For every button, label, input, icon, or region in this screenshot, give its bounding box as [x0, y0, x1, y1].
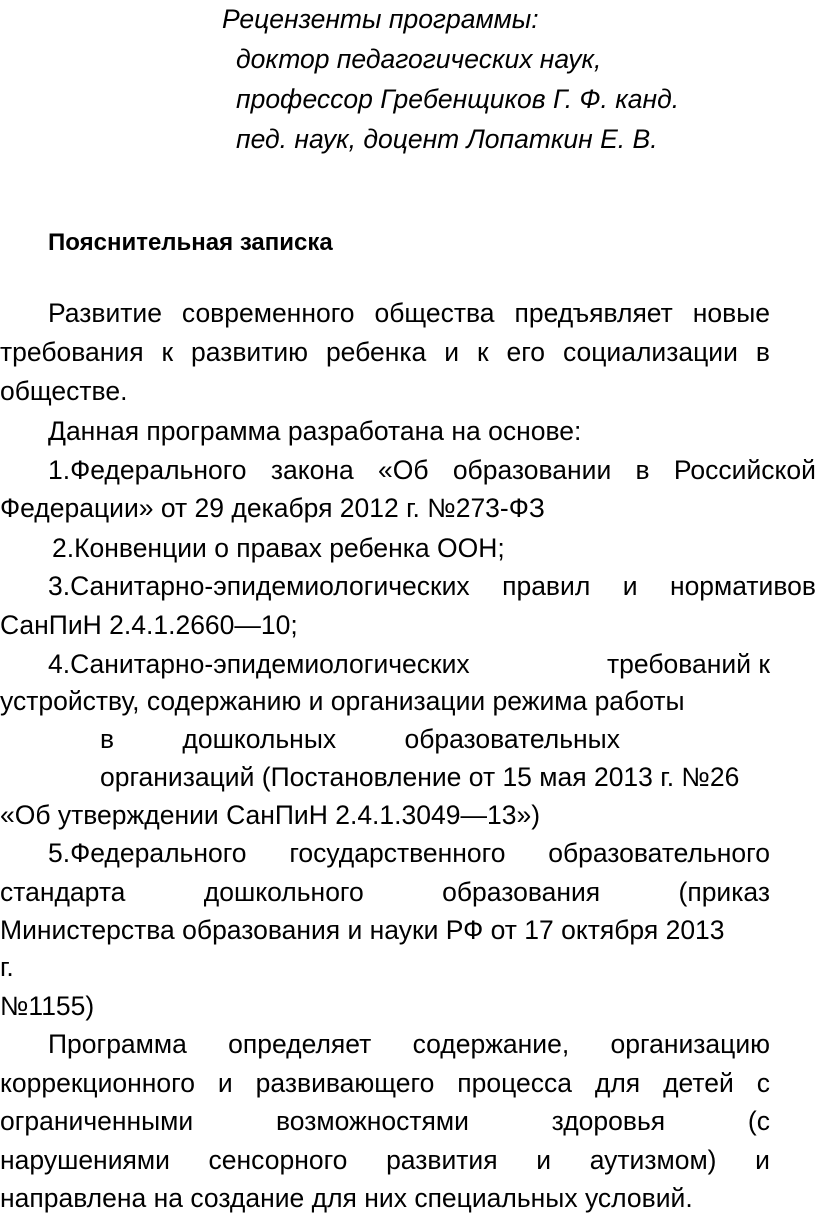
word: предъявляет: [514, 298, 673, 328]
word: 4.Санитарно-эпидемиологических: [48, 649, 470, 679]
item3-line-2: СанПиН 2.4.1.2660—10;: [0, 610, 298, 640]
word: социализации: [562, 337, 738, 367]
word: и: [755, 1145, 770, 1175]
word: правил: [502, 571, 591, 601]
reviewers-title: Рецензенты программы:: [222, 4, 539, 34]
word: стандарта: [0, 877, 126, 907]
item5-line-3: Министерства образования и науки РФ от 17 октября 2013: [0, 915, 725, 945]
word: образовательного: [548, 838, 770, 868]
word: нормативов: [669, 571, 816, 601]
program-line-4: [0, 1141, 770, 1179]
word: и: [444, 337, 460, 367]
program-line-3: [0, 1102, 770, 1140]
word: организацию: [610, 1029, 770, 1059]
item5-line-5: №1155): [0, 991, 95, 1021]
word: содержание,: [412, 1029, 570, 1059]
word: в: [100, 724, 115, 754]
word: 5.Федерального: [48, 838, 247, 868]
word: современного: [181, 298, 355, 328]
word: сенсорного: [208, 1145, 348, 1175]
word: дошкольного: [203, 877, 364, 907]
word: развития: [386, 1145, 498, 1175]
word: государственного: [289, 838, 506, 868]
item3-line-1: [48, 567, 816, 605]
word: в: [755, 337, 770, 367]
word: (приказ: [678, 877, 770, 907]
word: дошкольных: [182, 724, 337, 754]
program-line-5: направлена на создание для них специальных условий.: [0, 1183, 693, 1213]
reviewer-line: доктор педагогических наук,: [236, 44, 602, 74]
word: ограниченными: [0, 1106, 194, 1136]
word: образовательных: [404, 724, 620, 754]
word: (с: [747, 1106, 770, 1136]
word: 3.Санитарно-эпидемиологических: [48, 571, 470, 601]
word: процесса: [457, 1068, 572, 1098]
item2-line: 2.Конвенции о правах ребенка ООН;: [52, 533, 505, 563]
word: детей: [663, 1068, 734, 1098]
word: закона: [270, 455, 354, 485]
intro-line-1: [48, 294, 770, 332]
word: требования: [0, 337, 144, 367]
word: к: [476, 337, 489, 367]
word: аутизмом): [589, 1145, 717, 1175]
item4-line-4: организаций (Постановление от 15 мая 2013 г. №26: [100, 762, 740, 792]
word: развивающего: [255, 1068, 435, 1098]
word: к: [161, 337, 174, 367]
word: образования: [442, 877, 601, 907]
word: возможностями: [275, 1106, 469, 1136]
item5-line-2: [0, 873, 770, 911]
word: требований к: [607, 649, 770, 679]
word: здоровья: [551, 1106, 666, 1136]
word: «Об: [378, 455, 429, 485]
word: Программа: [48, 1029, 187, 1059]
reviewer-line: пед. наук, доцент Лопаткин Е. В.: [236, 124, 658, 154]
item5-line-1: [48, 834, 770, 872]
word: развитию: [190, 337, 309, 367]
section-heading: Пояснительная записка: [48, 229, 333, 256]
item4-line-2: устройству, содержанию и организации режима работы: [0, 686, 685, 716]
intro-line-3: обществе.: [0, 376, 128, 406]
word: коррекционного: [0, 1068, 195, 1098]
word: общества: [374, 298, 495, 328]
word: ребенка: [325, 337, 427, 367]
word: для: [594, 1068, 641, 1098]
item4-line-5: «Об утверждении СанПиН 2.4.1.3049—13»): [0, 800, 541, 830]
reviewer-line: профессор Гребенщиков Г. Ф. канд.: [236, 84, 680, 114]
item1-line-2: Федерации» от 29 декабря 2012 г. №273-ФЗ: [0, 493, 545, 523]
word: Российской: [673, 455, 816, 485]
item4-line-1: [48, 645, 770, 683]
word: в: [635, 455, 650, 485]
intro-line-2: [0, 333, 770, 371]
word: и: [217, 1068, 233, 1098]
word: образовании: [452, 455, 612, 485]
word: нарушениями: [0, 1145, 170, 1175]
item5-line-4: г.: [0, 952, 14, 982]
word: новые: [692, 298, 770, 328]
word: и: [536, 1145, 552, 1175]
item4-line-3: [100, 720, 620, 758]
program-line-1: [48, 1025, 770, 1063]
basis-line: Данная программа разработана на основе:: [48, 416, 582, 446]
word: и: [622, 571, 638, 601]
word: с: [756, 1068, 770, 1098]
word: определяет: [228, 1029, 372, 1059]
word: 1.Федерального: [48, 455, 247, 485]
item1-line-1: [48, 451, 816, 489]
word: Развитие: [48, 298, 162, 328]
word: его: [506, 337, 546, 367]
program-line-2: [0, 1064, 770, 1102]
